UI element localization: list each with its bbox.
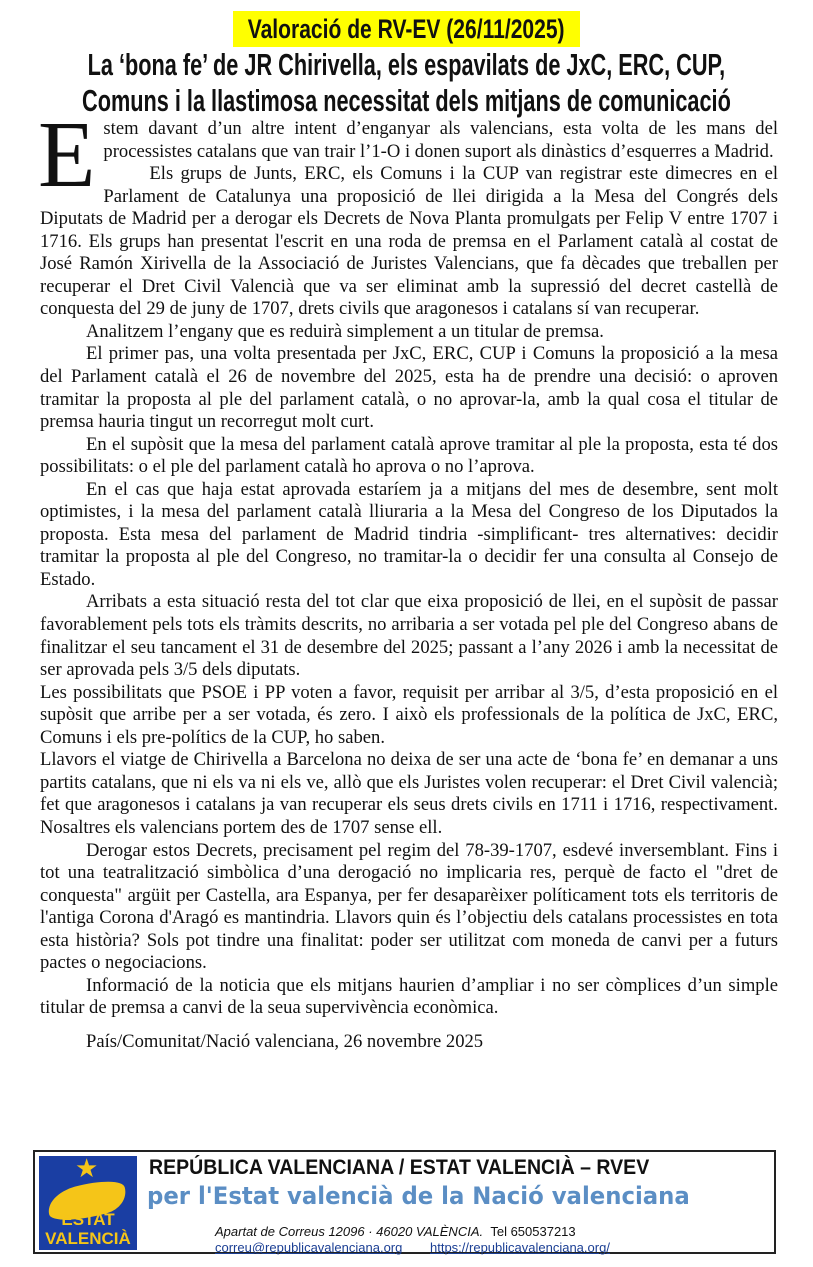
estat-valencia-logo: [39, 1156, 137, 1250]
paragraph: Arribats a esta situació resta del tot clar que eixa proposició de llei, en el supòsit de passar favorablement pels tots els tràmits descrits, no arribaria a ser votada pel ple del Congreso abans de finalitzar el seu tancament el 31 de desembre del 2025; passant a l’any 2026 i amb la necessitat de ser aprovada pels 3/5 dels diputats.: [40, 591, 778, 681]
kicker-header: [0, 11, 813, 47]
slogan: per l'Estat valencià de la Nació valenciana: [147, 1182, 690, 1210]
logo-text-2: VALENCIÀ: [45, 1229, 131, 1248]
paragraph-text: stem davant d’un altre intent d’enganyar als valencians, esta volta de les mans del processistes catalans que van trair l’1-O i donen suport als dinàstics d’esquerres a Madrid.: [103, 118, 778, 162]
signature: País/Comunitat/Nació valenciana, 26 novembre 2025: [86, 1030, 484, 1052]
paragraph: En el supòsit que la mesa del parlament català aprove tramitar al ple la proposta, esta té dos possibilitats: o el ple del parlament català ho aprova o no l’aprova.: [40, 433, 778, 478]
paragraph: Derogar estos Decrets, precisament pel regim del 78-39-1707, esdevé inversemblant. Fins i tot una teatralització simbòlica d’una derogació no implicaria res, perquè de facto el "dret de conquesta" argüit per Castella, ara Espanya, per fer desaparèixer políticament tots els territoris de l'antiga Corona d'Aragó es mantindria. Llavors quin és l’objectiu dels catalans processistes en tota esta història? Sols pot tindre una finalitat: poder ser utilitzat com moneda de canvi per a futurs pactes o negociacions.: [40, 839, 778, 974]
article-body: [38, 103, 778, 1053]
paragraph: Llavors el viatge de Chirivella a Barcelona no deixa de ser una acte de ‘bona fe’ en demanar a uns partits catalans, que ni els va ni els ve, allò que els Juristes volen recuperar: el Dret Civil valencià; fet que aragonesos i catalans ja van recuperar els seus drets civils en 1711 i 1716, respectivament. Nosaltres els valencians portem des de 1707 sense ell.: [40, 749, 778, 838]
paragraph-intro: [38, 103, 778, 207]
kicker-highlight: [233, 11, 579, 47]
phone: Tel 650537213: [490, 1224, 576, 1239]
paragraph: En el cas que haja estat aprovada estaríem ja a mitjans del mes de desembre, sent molt optimistes, i la mesa del parlament català lliuraria a la Mesa del Congreso de los Diputados la proposta. Esta mesa del parlament de Madrid tindria -simplificant- tres alternatives: decidir tramitar la proposta al ple del Congreso, no tramitar-la o decidir fer una consulta al Consejo de Estado.: [40, 478, 778, 590]
title-line-1: La ‘bona fe’ de JR Chirivella, els espavilats de JxC, ERC, CUP,: [87, 47, 726, 82]
email-link[interactable]: correu@republicavalenciana.org: [215, 1240, 403, 1255]
contact-links: [215, 1240, 634, 1255]
org-name: REPÚBLICA VALENCIANA / ESTAT VALENCIÀ – RVEV: [149, 1156, 650, 1179]
paragraph: El primer pas, una volta presentada per JxC, ERC, CUP i Comuns la proposició a la mesa del Parlament català el 26 de novembre del 2025, esta ha de prendre una decisió: o aproven tramitar la proposta al ple del parlament català, o no aprovar-la, amb la qual cosa el titular de premsa hauria tingut un recorregut molt curt.: [40, 343, 778, 433]
website-link[interactable]: https://republicavalenciana.org/: [429, 1240, 610, 1255]
page-title: [0, 47, 813, 119]
contact-address: [215, 1224, 576, 1239]
footer-banner: [33, 1150, 776, 1254]
address: Apartat de Correus 12096 · 46020 VALÈNCIA.: [215, 1224, 484, 1239]
paragraph: Els grups de Junts, ERC, els Comuns i la CUP van registrar este dimecres en el Parlament de Catalunya una proposició de llei dirigida a la Mesa del Congrés dels Diputats de Madrid per a derogar els Decrets de Nova Planta promulgats per Felip V entre 1707 i 1716. Els grups han presentat l'escrit en una roda de premsa en el Parlament català al costat de José Ramón Xirivella de la Associació de Juristes Valencians, que fa dècades que treballen per recuperar el Dret Civil Valencià que va ser eliminat amb la supressió del decret castellà de conquesta del 29 de juny de 1707, drets civils que aragonesos i catalans sí van recuperar.: [40, 163, 778, 320]
drop-cap: E: [38, 103, 96, 207]
title-line-2: Comuns i la llastimosa necessitat dels mitjans de comunicació: [82, 83, 731, 118]
star-icon: ★: [75, 1156, 99, 1183]
paragraph: Analitzem l’engany que es reduirà simplement a un titular de premsa.: [86, 320, 604, 342]
paragraph: Informació de la noticia que els mitjans haurien d’ampliar i no ser còmplices d’un simple titular de premsa a canvi de la seua supervivència econòmica.: [40, 974, 778, 1019]
kicker-text: Valoració de RV-EV (26/11/2025): [248, 14, 565, 44]
logo-text-1: ESTAT: [61, 1210, 115, 1229]
paragraph: Les possibilitats que PSOE i PP voten a favor, requisit per arribar al 3/5, d’esta proposició en el supòsit que arribe per a ser votada, és zero. I això els professionals de la política de JxC, ERC, Comuns i els pre-polítics de la CUP, ho saben.: [40, 681, 778, 748]
